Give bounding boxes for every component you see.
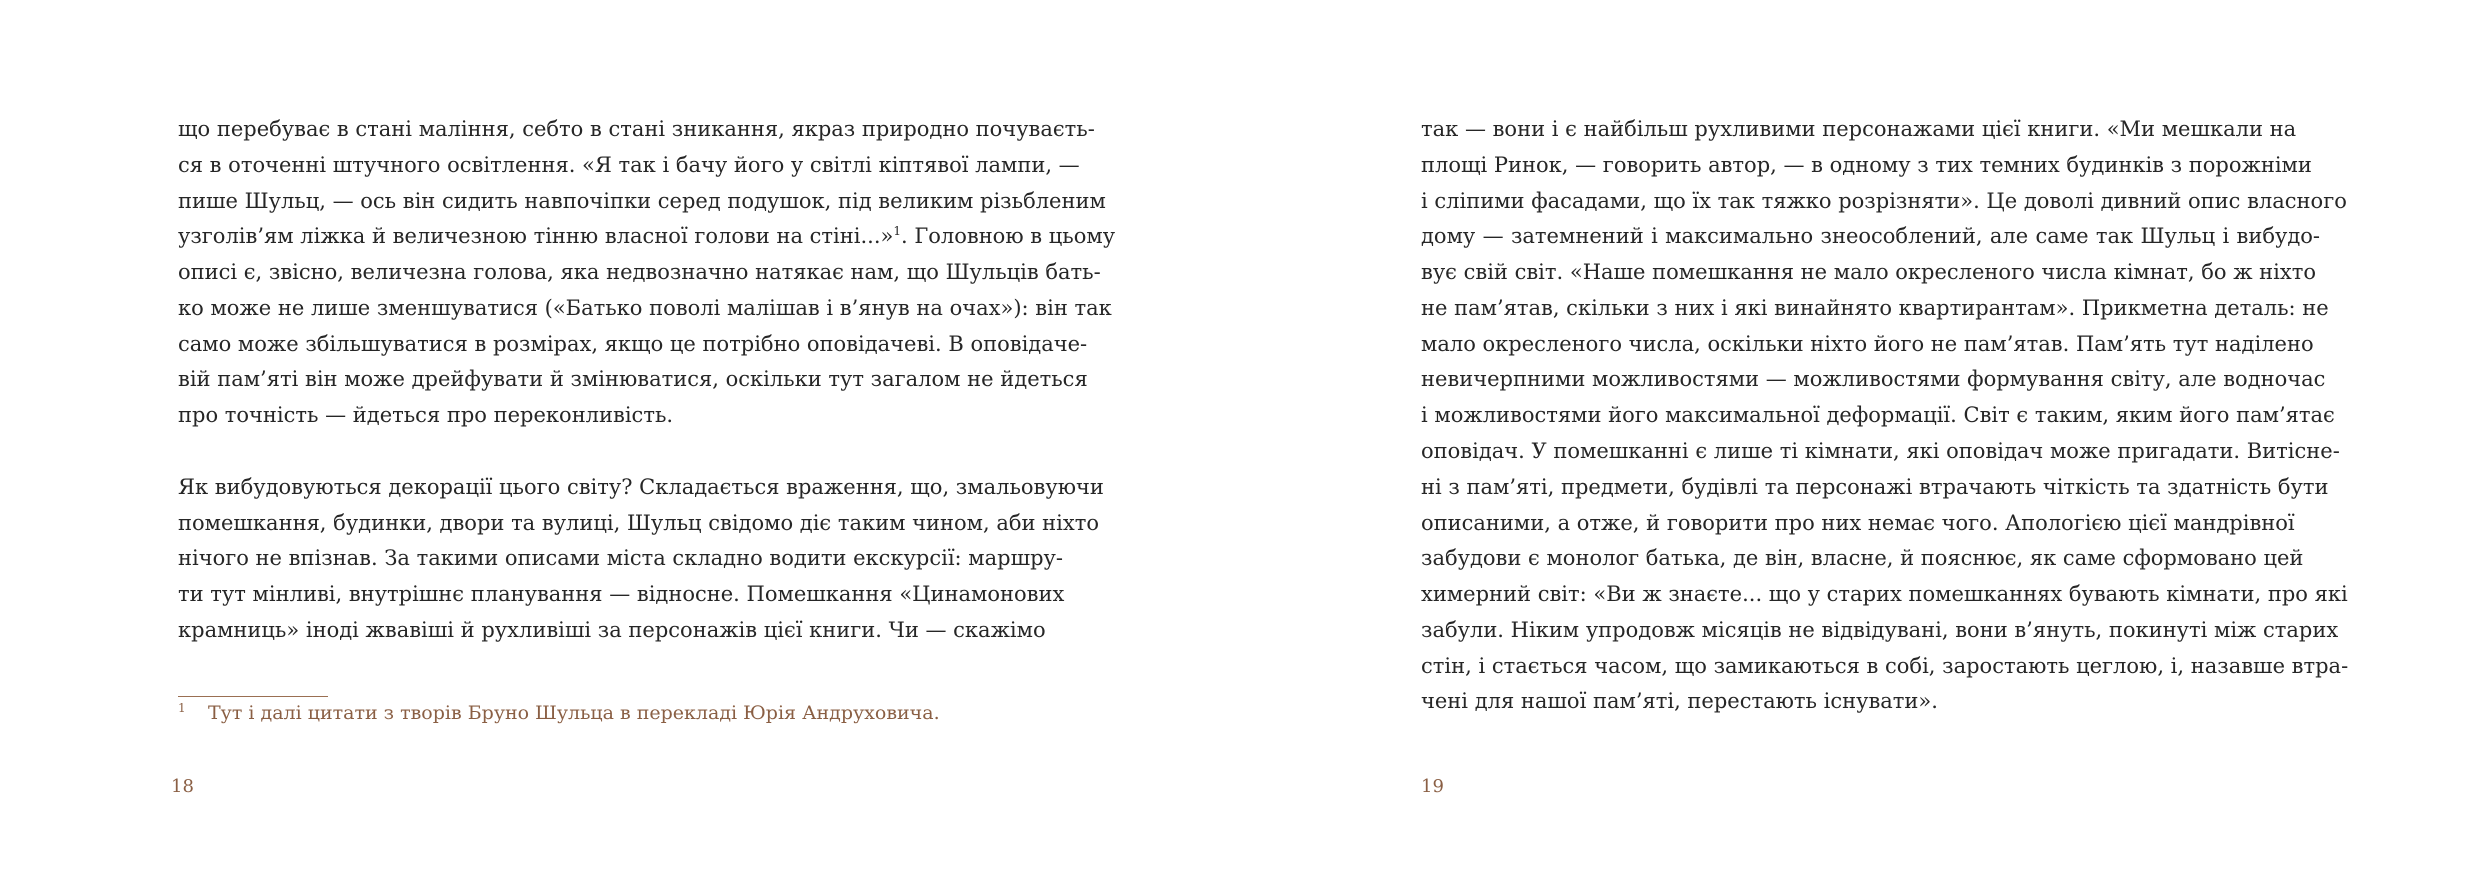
text-line: що перебуває в стані маління, себто в стані зникання, якраз природно почуваєть-	[178, 117, 1095, 141]
footnote-divider	[178, 696, 328, 697]
text-line: забули. Ніким упродовж місяців не відвідувані, вони в’януть, покинуті між старих	[1421, 618, 2339, 642]
text-line: нічого не впізнав. За такими описами міста складно водити екскурсії: маршру-	[178, 546, 1064, 570]
text-line: ко може не лише зменшуватися («Батько поволі малішав і в’янув на очах»): він так	[178, 296, 1112, 320]
right-page	[1240, 0, 2481, 875]
text-line: пише Шульц, — ось він сидить навпочіпки серед подушок, під великим різьбленим	[178, 189, 1106, 213]
text-line: узголів’ям ліжка й величезною тінню власної голови на стіні...»$^1$. Головною в цьому	[178, 224, 1116, 248]
left-page	[0, 0, 1240, 875]
text-line: вує свій світ. «Наше помешкання не мало окресленого числа кімнат, бо ж ніхто	[1421, 260, 2317, 284]
text-line: мало окресленого числа, оскільки ніхто його не пам’ятав. Пам’ять тут наділено	[1421, 332, 2314, 356]
text-line: стін, і стається часом, що замикаються в собі, заростають цеглою, і, назавше втра-	[1421, 654, 2349, 678]
text-line: і сліпими фасадами, що їх так тяжко розрізняти». Це доволі дивний опис власного	[1421, 189, 2347, 213]
footnote-mark: 1	[178, 701, 186, 715]
text-line: так — вони і є найбільш рухливими персонажами цієї книги. «Ми мешкали на	[1421, 117, 2297, 141]
text-line: описаними, а отже, й говорити про них немає чого. Апологією цієї мандрівної	[1421, 511, 2295, 535]
text-line: забудови є монолог батька, де він, власне, й пояснює, як саме сформовано цей	[1421, 546, 2304, 570]
text-line: ти тут мінливі, внутрішнє планування — відносне. Помешкання «Цинамонових	[178, 582, 1065, 606]
text-line: крамниць» іноді жвавіші й рухливіші за персонажів цієї книги. Чи — скажімо	[178, 618, 1046, 642]
text-line: невичерпними можливостями — можливостями формування світу, але водночас	[1421, 367, 2326, 391]
text-line: вій пам’яті він може дрейфувати й змінюватися, оскільки тут загалом не йдеться	[178, 367, 1088, 391]
text-line: помешкання, будинки, двори та вулиці, Шульц свідомо діє таким чином, аби ніхто	[178, 511, 1099, 535]
text-line: ся в оточенні штучного освітлення. «Я так і бачу його у світлі кіптявої лампи, —	[178, 153, 1080, 177]
text-line: оповідач. У помешканні є лише ті кімнати, які оповідач може пригадати. Витісне-	[1421, 439, 2340, 463]
text-line: дому — затемнений і максимально знеособлений, але саме так Шульц і вибудо-	[1421, 224, 2320, 248]
footnote-reference[interactable]: 1	[893, 224, 901, 238]
text-line: і можливостями його максимальної деформації. Світ є таким, яким його пам’ятає	[1421, 403, 2335, 427]
text-line: чені для нашої пам’яті, перестають існувати».	[1421, 689, 1938, 713]
text-line: само може збільшуватися в розмірах, якщо це потрібно оповідачеві. В оповідаче-	[178, 332, 1088, 356]
text-line: Як вибудовуються декорації цього світу? Складається враження, що, змальовуючи	[178, 475, 1104, 499]
text-line: площі Ринок, — говорить автор, — в одному з тих темних будинків з порожніми	[1421, 153, 2312, 177]
page-number: 18	[171, 776, 194, 797]
footnote-text: Тут і далі цитати з творів Бруно Шульца в перекладі Юрія Андруховича.	[208, 702, 940, 724]
text-line: не пам’ятав, скільки з них і які винайнято квартирантам». Прикметна деталь: не	[1421, 296, 2329, 320]
text-line: ні з пам’яті, предмети, будівлі та персонажі втрачають чіткість та здатність бути	[1421, 475, 2329, 499]
text-line: описі є, звісно, величезна голова, яка недвозначно натякає нам, що Шульців бать-	[178, 260, 1101, 284]
text-line: про точність — йдеться про переконливість.	[178, 403, 674, 427]
text-line: химерний світ: «Ви ж знаєте... що у старих помешканнях бувають кімнати, про які	[1421, 582, 2348, 606]
page-number: 19	[1421, 776, 1444, 797]
